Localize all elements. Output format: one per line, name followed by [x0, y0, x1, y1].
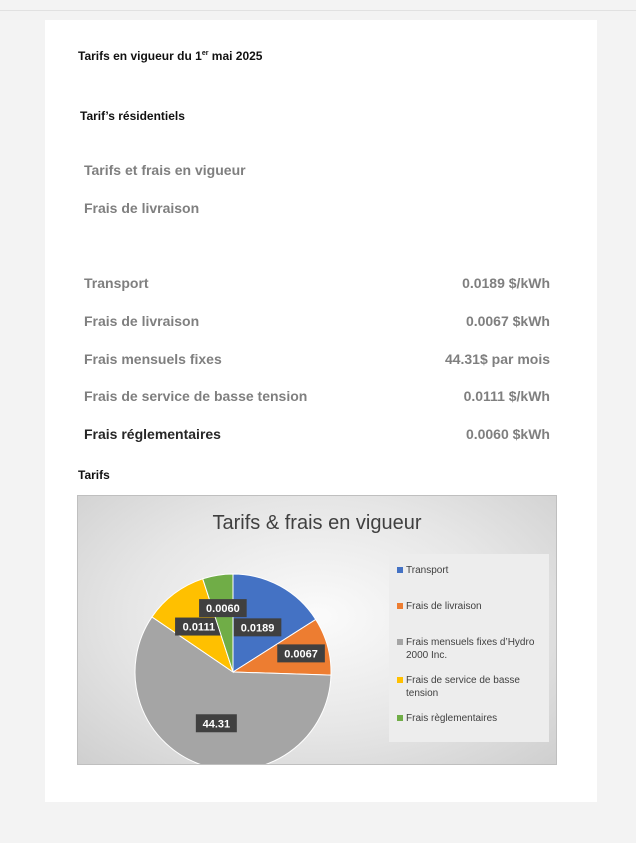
data-label-livraison: [277, 644, 325, 662]
rate-label: Frais mensuels fixes: [84, 351, 222, 367]
rate-value: 0.0067 $kWh: [465, 313, 550, 329]
rate-label: Transport: [84, 275, 149, 291]
data-label-text: 0.0189: [240, 622, 275, 635]
rate-row-livraison: [84, 313, 550, 333]
chart-title: Tarifs & frais en vigueur: [212, 512, 422, 534]
top-divider: [0, 10, 636, 11]
rate-row-mensuels: [84, 351, 550, 371]
title-text: Tarifs en vigueur du 1: [78, 49, 202, 63]
rate-label: Frais de service de basse tension: [84, 388, 308, 404]
rate-value: 0.0060 $kWh: [465, 426, 550, 442]
data-label-text: 44.31: [202, 718, 231, 731]
chart-legend: [389, 554, 549, 742]
legend-swatch: [397, 677, 403, 683]
data-label-transport: [234, 618, 282, 636]
legend-swatch: [397, 715, 403, 721]
document-page: [45, 20, 597, 802]
legend-label: Frais mensuels fixes d’Hydro 2000 Inc.: [406, 637, 535, 661]
legend-swatch: [397, 603, 403, 609]
rate-value: 0.0189 $/kWh: [462, 275, 550, 291]
subheading-livraison: Frais de livraison: [84, 200, 200, 216]
rate-row-reglementaires: [84, 426, 550, 446]
rate-label: Frais de livraison: [84, 313, 200, 329]
legend-label: Transport: [406, 565, 449, 576]
data-label-text: 0.0060: [206, 603, 240, 616]
legend-label: Frais de livraison: [406, 601, 482, 612]
data-label-text: 0.0067: [284, 648, 318, 661]
rate-row-transport: [84, 275, 550, 295]
legend-swatch: [397, 567, 403, 573]
rate-label: Frais réglementaires: [84, 426, 221, 442]
data-label-basse-tension: [175, 618, 223, 636]
subheading-tarifs: Tarifs et frais en vigueur: [84, 162, 246, 178]
section-title: Tarif’s résidentiels: [80, 109, 185, 123]
document-title: [78, 49, 262, 63]
rate-value: 44.31$ par mois: [444, 351, 550, 367]
title-text-end: mai 2025: [208, 49, 263, 63]
rate-value: 0.0111 $/kWh: [463, 388, 550, 404]
data-label-text: 0.0111: [182, 621, 216, 634]
legend-label: Frais règlementaires: [406, 713, 498, 724]
data-label-mensuels: [196, 714, 237, 732]
pie-chart: [77, 495, 557, 765]
rate-row-basse-tension: [84, 388, 550, 408]
legend-swatch: [397, 639, 403, 645]
chart-section-label: Tarifs: [78, 468, 110, 482]
legend-label: Frais de service de basse tension: [406, 675, 520, 699]
title-superscript: er: [201, 50, 209, 57]
data-label-reglementaires: [199, 599, 247, 617]
